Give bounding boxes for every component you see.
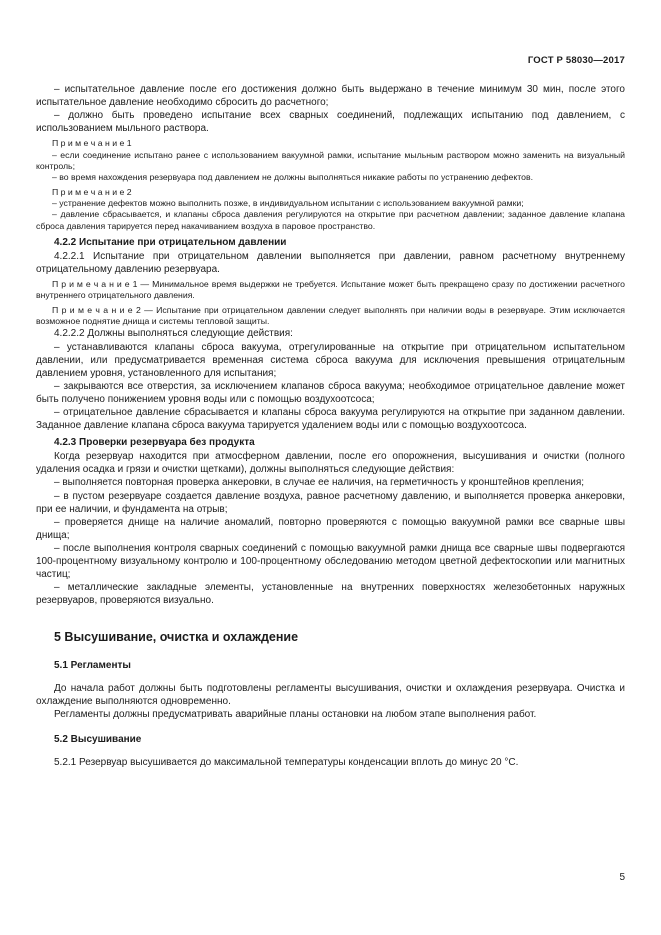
bullet-paragraph: – отрицательное давление сбрасывается и клапаны сброса вакуума регулируются на открытие при заданном давлении. Заданное давление клапана сброса вакуума тарируется удалением воды или с помощью воздухоотсоса. xyxy=(36,406,625,432)
paragraph: 5.2.1 Резервуар высушивается до максимальной температуры конденсации вплоть до минус 20 °С. xyxy=(54,757,519,769)
note-label: П р и м е ч а н и е 2 xyxy=(52,186,132,197)
bullet-paragraph: – выполняется повторная проверка анкеровки, в случае ее наличия, на герметичность у кронштейнов крепления; xyxy=(54,477,585,489)
note-paragraph: П р и м е ч а н и е 2 — Испытание при отрицательном давлении следует выполнять при наличии воды в резервуаре. Этим исключается возможное поднятие днища и системы тепловой защиты. xyxy=(36,304,625,327)
paragraph: 4.2.2.2 Должны выполняться следующие действия: xyxy=(54,328,293,340)
bullet-paragraph: – проверяется днище на наличие аномалий, повторно проверяются с помощью вакуумной рамки все сварные швы днища; xyxy=(36,516,625,541)
paragraph: 4.2.2.1 Испытание при отрицательном давлении выполняется при давлении, равном расчетному внутреннему отрицательному давлению резервуара. xyxy=(36,250,625,276)
note-bullet: – устранение дефектов можно выполнить позже, в индивидуальном испытании с использованием вакуумной рамки; xyxy=(52,197,524,208)
paragraph: До начала работ должны быть подготовлены регламенты высушивания, очистки и охлаждения резервуара. Очистка и охлаждение выполняются одновременно. xyxy=(36,682,625,707)
paragraph: Регламенты должны предусматривать аварийные планы остановки на любом этапе выполнения работ. xyxy=(54,709,537,721)
bullet-paragraph: – устанавливаются клапаны сброса вакуума, отрегулированные на открытие при отрицательном испытательном давлении, или предусматривается временная система сброса вакуума для исключения превышения отрицательным давлением уровня, установленного для испытания; xyxy=(36,341,625,379)
note-bullet: – во время нахождения резервуара под давлением не должны выполняться никакие работы по устранению дефектов. xyxy=(52,172,534,183)
bullet-paragraph: – в пустом резервуаре создается давление воздуха, равное расчетному давлению, и выполняется проверка анкеровки, при ее наличии, и фундамента на отрыв; xyxy=(36,490,625,515)
note-label: П р и м е ч а н и е 1 xyxy=(52,138,132,149)
note-bullet: – давление сбрасывается, и клапаны сброса давления регулируются на открытие при расчетном давлении; заданное давление клапана сброса давления тарируется перед накачиванием воздуха в паровое пространство. xyxy=(36,209,625,231)
section-heading: 4.2.2 Испытание при отрицательном давлении xyxy=(54,236,287,248)
note-bullet: – если соединение испытано ранее с использованием вакуумной рамки, испытание мыльным раствором можно заменить на визуальный контроль; xyxy=(36,149,625,171)
bullet-paragraph: – испытательное давление после его достижения должно быть выдержано в течение минимум 30 мин, после этого испытательное давление необходимо сбросить до расчетного; xyxy=(36,84,625,109)
section-heading: 4.2.3 Проверки резервуара без продукта xyxy=(54,437,255,449)
note-paragraph: П р и м е ч а н и е 1 — Минимальное время выдержки не требуется. Испытание может быть прекращено сразу по достижении расчетного внутреннего отрицательного давления. xyxy=(36,279,625,301)
bullet-paragraph: – металлические закладные элементы, установленные на внутренних поверхностях железобетонных наружных резервуаров, проверяются визуально. xyxy=(36,582,625,607)
subsection-heading: 5.1 Регламенты xyxy=(54,659,131,671)
page-number: 5 xyxy=(619,872,625,883)
bullet-paragraph: – закрываются все отверстия, за исключением клапанов сброса вакуума; необходимое отрицательное давление может быть получено понижением уровня воды или с помощью воздухоотсоса; xyxy=(36,380,625,405)
document-body xyxy=(36,83,625,769)
bullet-paragraph: – должно быть проведено испытание всех сварных соединений, подлежащих испытанию под давлением, с использованием мыльного раствора. xyxy=(36,110,625,135)
subsection-heading: 5.2 Высушивание xyxy=(54,734,142,746)
chapter-heading: 5 Высушивание, очистка и охлаждение xyxy=(54,630,299,645)
bullet-paragraph: – после выполнения контроля сварных соединений с помощью вакуумной рамки днища все сварные швы подвергаются 100-процентному визуальному контролю и 100-процентному обследованию методом цветной дефектоскопии или магнитных частиц; xyxy=(36,542,625,581)
document-number-header: ГОСТ Р 58030—2017 xyxy=(527,55,625,66)
paragraph: Когда резервуар находится при атмосферном давлении, после его опорожнения, высушивания и очистки (полного удаления осадка и грязи и очистки щетками), должны выполняться следующие действия: xyxy=(36,451,625,476)
